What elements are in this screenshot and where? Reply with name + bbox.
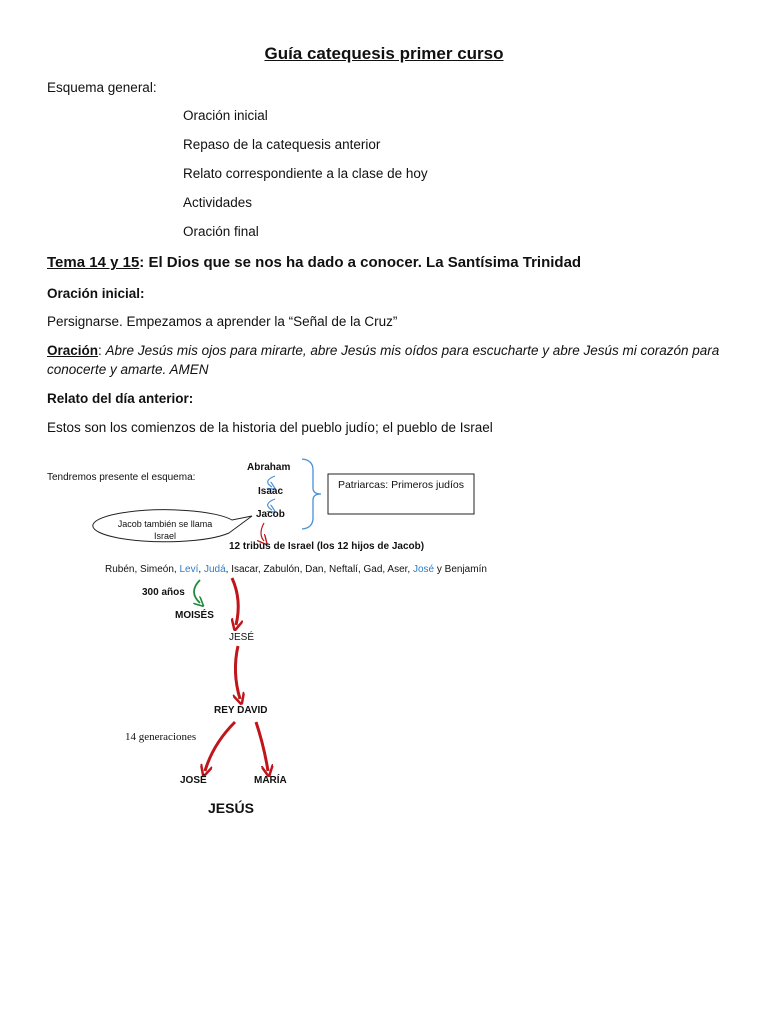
bubble-line-2: Israel: [153, 531, 176, 541]
node-jacob: Jacob: [256, 509, 285, 520]
hijos-part: y Benjamín: [434, 564, 487, 575]
node-maria: MARÍA: [254, 775, 287, 786]
bracket: [302, 459, 321, 529]
hijos-part: ,: [198, 564, 204, 575]
esquema-item: Oración inicial: [183, 108, 268, 123]
oracion-sep: :: [98, 343, 102, 358]
esquema-heading: Esquema general:: [47, 80, 157, 95]
oracion-text-1: Abre Jesús mis ojos para mirarte, abre Jesús mis oídos para escucharte y abre Jesús mi corazón para: [105, 343, 720, 358]
hijos-part: , Isacar, Zabulón, Dan, Neftalí, Gad, Aser,: [225, 564, 413, 575]
hijo-juda: Judá: [203, 564, 226, 575]
diagram-intro: Tendremos presente el esquema:: [47, 472, 196, 483]
arrow-juda-jese: [232, 578, 238, 625]
oracion-text-2: conocerte y amarte. AMEN: [47, 362, 209, 377]
arrow-david-maria: [256, 722, 268, 771]
page-title: Guía catequesis primer curso: [264, 44, 504, 63]
oracion-label: Oración: [47, 343, 99, 358]
hijo-levi: Leví: [179, 564, 199, 575]
hijo-jose: José: [412, 564, 435, 575]
tribus-label: 12 tribus de Israel (los 12 hijos de Jacob): [229, 541, 425, 552]
anos-label: 300 años: [142, 587, 185, 598]
esquema-item: Oración final: [183, 224, 259, 239]
relato-text: Estos son los comienzos de la historia del pueblo judío; el pueblo de Israel: [47, 420, 493, 435]
arrow-levi-moises: [194, 580, 200, 603]
node-abraham: Abraham: [247, 462, 291, 473]
oracion-inicial-text: Persignarse. Empezamos a aprender la “Señal de la Cruz”: [47, 314, 398, 329]
oracion-inicial-heading: Oración inicial:: [47, 286, 145, 301]
esquema-item: Relato correspondiente a la clase de hoy: [183, 166, 428, 181]
generaciones-label: 14 generaciones: [125, 731, 197, 743]
node-moises: MOISÉS: [175, 610, 214, 621]
node-isaac: Isaac: [258, 486, 284, 497]
esquema-item: Actividades: [183, 195, 253, 210]
tema-prefix: Tema 14 y 15: [47, 254, 140, 271]
arrow-jese-david: [235, 646, 240, 699]
arrow-david-jose: [205, 722, 235, 771]
tema-rest: : El Dios que se nos ha dado a conocer. La Santísima Trinidad: [139, 254, 582, 271]
bubble-line-1: Jacob también se llama: [117, 519, 213, 529]
hijos-part: Rubén, Simeón,: [105, 564, 180, 575]
patriarcas-text: Patriarcas: Primeros judíos: [337, 479, 465, 491]
node-jesus: JESÚS: [208, 800, 254, 816]
node-rey-david: REY DAVID: [214, 705, 268, 716]
node-jese: JESÉ: [229, 632, 255, 643]
node-jose: JOSÉ: [180, 775, 207, 786]
arrow-jacob-tribus: [261, 523, 264, 541]
relato-heading: Relato del día anterior:: [47, 391, 194, 406]
hijos-line: [105, 564, 487, 575]
esquema-item: Repaso de la catequesis anterior: [183, 137, 381, 152]
bubble-text: [93, 518, 237, 542]
